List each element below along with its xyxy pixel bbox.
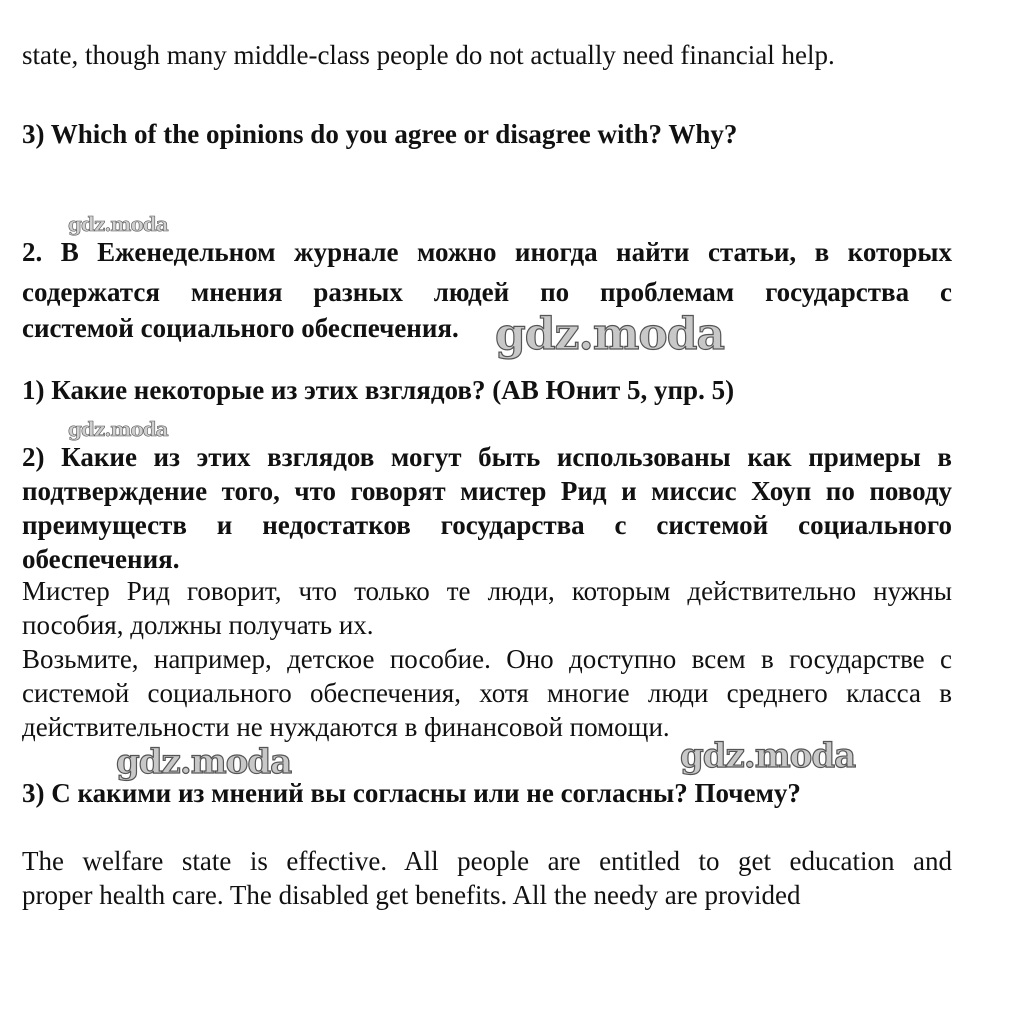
watermark-logo: gdz.moda bbox=[116, 742, 292, 782]
answer-ru-line: действительности не нуждаются в финансовой помощи. bbox=[22, 712, 670, 742]
question-2-line: подтверждение того, что говорят мистер Рид и миссис Хоуп по поводу bbox=[22, 476, 952, 506]
answer-ru-line: Мистер Рид говорит, что только те люди, которым действительно нужны bbox=[22, 576, 952, 606]
watermark-logo: gdz.moda bbox=[68, 417, 168, 441]
question-1-russian: 1) Какие некоторые из этих взглядов? (АВ Юнит 5, упр. 5) bbox=[22, 375, 735, 405]
question-2-line: 2) Какие из этих взглядов могут быть использованы как примеры в bbox=[22, 442, 952, 472]
answer-ru-line: пособия, должны получать их. bbox=[22, 610, 374, 640]
answer-en-line: proper health care. The disabled get benefits. All the needy are provided bbox=[22, 880, 801, 910]
answer-en-line: The welfare state is effective. All people are entitled to get education and bbox=[22, 846, 952, 876]
answer-ru-line: системой социального обеспечения, хотя многие люди среднего класса в bbox=[22, 678, 952, 708]
task-2-line: 2. В Еженедельном журнале можно иногда найти статьи, в которых bbox=[22, 237, 952, 267]
answer-ru-line: Возьмите, например, детское пособие. Оно доступно всем в государстве с bbox=[22, 644, 952, 674]
task-2-line: системой социального обеспечения. bbox=[22, 313, 459, 343]
question-3-english: 3) Which of the opinions do you agree or disagree with? Why? bbox=[22, 119, 738, 149]
task-2-heading bbox=[22, 235, 952, 345]
question-2-russian bbox=[22, 440, 952, 576]
task-2-line: содержатся мнения разных людей по проблемам государства с bbox=[22, 277, 952, 307]
answer-russian-2 bbox=[22, 642, 952, 744]
question-3-russian: 3) С какими из мнений вы согласны или не согласны? Почему? bbox=[22, 778, 801, 808]
answer-russian-1 bbox=[22, 574, 952, 642]
text-line-top: state, though many middle-class people do not actually need financial help. bbox=[22, 40, 835, 70]
question-2-line: преимуществ и недостатков государства с системой социального bbox=[22, 510, 952, 540]
watermark-logo: gdz.moda bbox=[495, 309, 725, 360]
answer-english bbox=[22, 844, 952, 912]
watermark-logo: gdz.moda bbox=[68, 212, 168, 236]
question-2-line: обеспечения. bbox=[22, 544, 180, 574]
watermark-logo: gdz.moda bbox=[680, 736, 856, 776]
